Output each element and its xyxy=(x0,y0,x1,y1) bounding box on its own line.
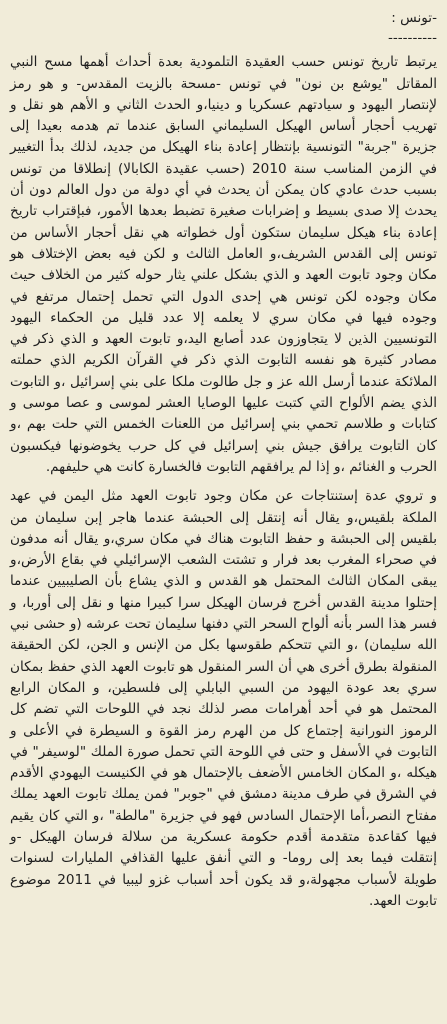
title-separator: ---------- xyxy=(387,30,437,47)
paragraph-history: يرتبط تاريخ تونس حسب العقيدة التلمودية بعدة أحداث أهمها مسح النبي المقاتل "يوشع بن نون" في تونس -مسحة بالزيت المقدس- و هو رمز لإنتصار اليهود و سيادتهم عسكريا و دينيا،و الحدث الثاني و الأهم هو نقل و تهريب أحجار أساس الهيكل السليماني السابق عندما تم هدمه بعيدا إلى جزيرة "جربة" التونسية بإنتظار إعادة بناء الهيكل من جديد، لذلك بدأ التغيير في الزمن المناسب سنة 2010 (حسب عقيدة الكابالا) إنطلاقا من تونس بسبب حدث عادي كان يمكن أن يحدث في أي دولة من دول العالم دون أن يحدث إلا صدى بسيط و إضرابات صغيرة تضبط بعدها الأمور، فبإقتراب تاريخ إعادة بناء هيكل سليمان ستكون أول خطواته هي نقل أحجار الأساس من تونس إلى القدس الشريف،و العامل الثالث و لكن فيه بعض الإختلاف هو مكان وجود تابوت العهد و الذي بشكل علني يثار حوله كثير من الخلاف حيث مكان وجوده لكن تونس هي إحدى الدول التي تحمل إحتمال مرتفع في وجوده فيها في مكان سري لا يعلمه إلا عدد قليل من الحكماء اليهود التونسيين الذين لا يتجاوزون عدد أصابع اليد،و تابوت العهد و الذي ذكر في مصادر كثيرة هو نفسه التابوت الذي ذكر في القرآن الكريم الذي حملته الملائكة عندما أرسل الله عز و جل طالوت ملكا على بني إسرائيل ،و التابوت الذي يضم الألواح التي كتبت عليها الوصايا العشر لموسى و عصا موسى و كتابات و طلاسم تحمي بني إسرائيل من اللعنات الخمس التي حلت بهم ،و كان التابوت يرافق جيش بني إسرائيل في كل حرب يخوضونها فيكسبون الحرب و الغنائم ،و إذا لم يرافقهم التابوت فالخسارة كانت هي حليفهم. xyxy=(10,54,437,475)
section-title: -تونس : xyxy=(391,10,437,26)
paragraph-ark-locations: و تروي عدة إستنتاجات عن مكان وجود تابوت العهد مثل اليمن في عهد الملكة بلقيس،و يقال أنه إنتقل إلى الحبشة عندما هاجر إبن سليمان من بلقيس إلى الحبشة و حفظ التابوت هناك في مكان سري،و يقال أنه مدفون في صحراء المغرب بعد فرار و تشتت الشعب الإسرائيلي في بقاع الأرض،و يبقى المكان الثالث المحتمل هو القدس و الذي يشاع بأن الصليبيين عندما إحتلوا مدينة القدس أخرج فرسان الهيكل سرا كبيرا منها و نقل إلى أوربا، و فسر هذا السر بأنه ألواح السحر التي دفنها سليمان تحت عرشه (و حشى نبي الله سليمان) ،و التي تتحكم طقوسها بكل من الإنس و الجن، لكن الحقيقة المنقولة بطرق أخرى هي أن السر المنقول هو تابوت العهد الذي حفظ بمكان سري بعد عودة اليهود من السبي البابلي إلى فلسطين، و المكان الرابع المحتمل هو في أحد أهرامات مصر لذلك نجد في اللوحات التي تضم كل الرموز النورانية إجتماع كل من الهرم رمز القوة و السيطرة في الأعلى و التابوت في الأسفل و حتى في اللوحة التي تحمل صورة الملك "لوسيفر" في هيكله ،و المكان الخامس الأضعف بالإحتمال هو في الكنيست اليهودي الأقدم في الشرق في طرف مدينة دمشق في "جوبر" فمن يملك تابوت العهد يملك مفتاح النصر،أما الإحتمال السادس فهو في جزيرة "مالطة" ،و التي كان يقيم فيها كقاعدة متقدمة أقدم حكومة عسكرية من سلالة فرسان الهيكل -و إنتقلت فيما بعد إلى روما- و التي أنفق عليها القذافي المليارات لسنوات طويلة لأسباب مجهولة،و قد يكون أحد أسباب غزو ليبيا في 2011 موضوع تابوت العهد. xyxy=(10,488,437,909)
